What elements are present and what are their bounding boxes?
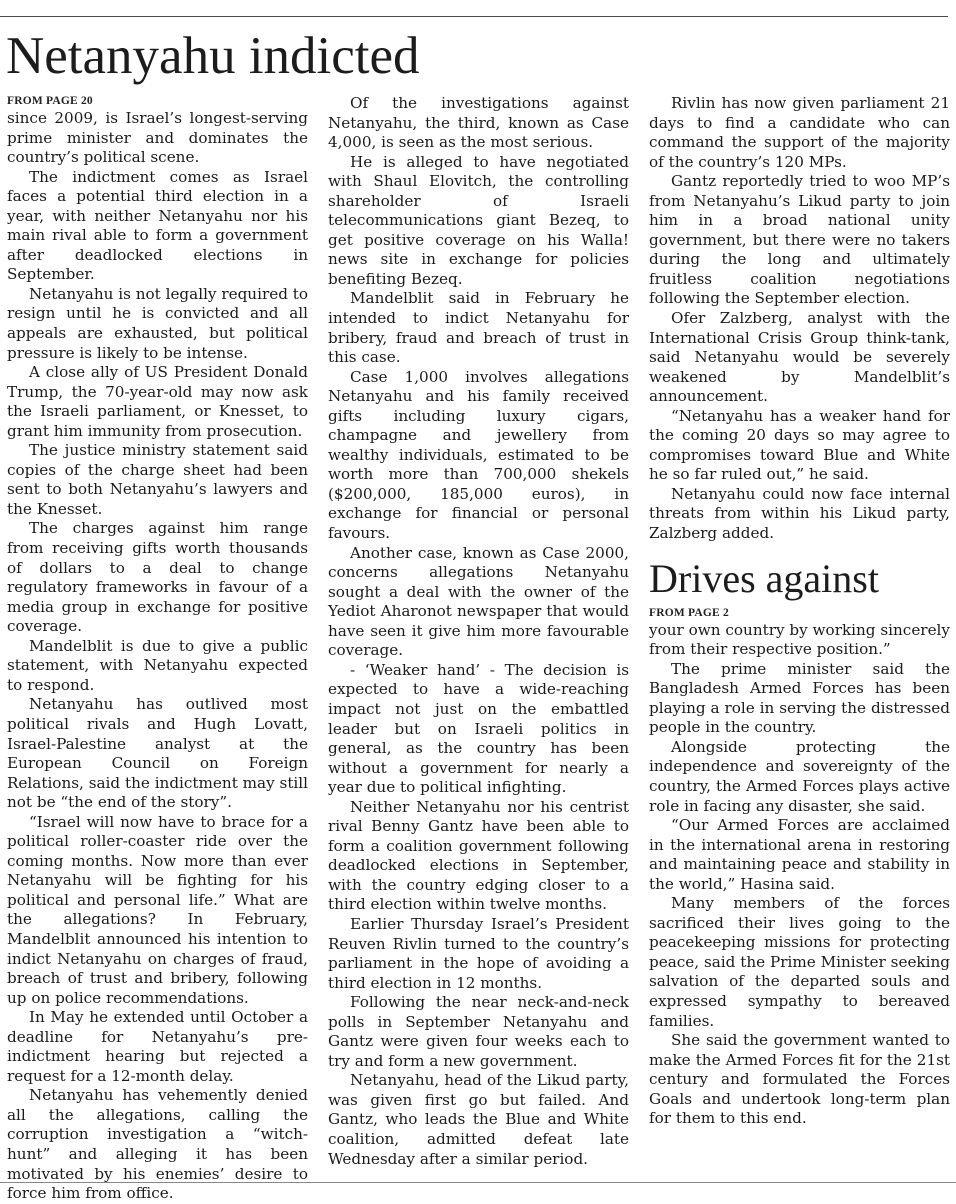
article1-paragraph: “Netanyahu has a weaker hand for the coming 20 days so may agree to compromises toward Blue and White he so far ruled out,” he said. [649,406,950,484]
article1-paragraph: Gantz reportedly tried to woo MP’s from Netanyahu’s Likud party to join him in a broad national unity government, but there were no takers during the long and ultimately fruitless coalition negotiations following the September election. [649,172,950,308]
article2-paragraph: your own country by working sincerely from their respective position.” [649,620,950,659]
article1-paragraph: Netanyahu has vehemently denied all the allegations, calling the corruption investigation a “witch-hunt” and alleging it has been motivated by his enemies’ desire to force him from office. [7,1086,308,1203]
dateline-from-page-20: FROM PAGE 20 [7,95,93,107]
article1-paragraph: The charges against him range from receiving gifts worth thousands of dollars to a deal to change regulatory frameworks in favour of a media group in exchange for positive coverage. [7,519,308,636]
article1-paragraph: Following the near neck-and-neck polls in September Netanyahu and Gantz were given four weeks each to try and form a new government. [328,993,629,1070]
article2-paragraph: Many members of the forces sacrificed their lives going to the peacekeeping missions for protecting peace, said the Prime Minister seeking salvation of the departed souls and expressed sympathy to bereaved families. [649,894,950,1030]
article1-column-2 [328,94,629,1169]
headline-drives-against: Drives against [649,555,879,601]
article1-paragraph: Rivlin has now given parliament 21 days to find a candidate who can command the support of the majority of the country’s 120 MPs. [649,94,950,171]
bottom-rule [0,1182,956,1183]
article1-paragraph: since 2009, is Israel’s longest-serving prime minister and dominates the country’s political scene. [7,109,308,167]
top-rule [0,16,948,17]
article1-paragraph: Neither Netanyahu nor his centrist rival Benny Gantz have been able to form a coalition government following deadlocked elections in September, with the country edging closer to a third election within twelve months. [328,797,629,914]
article2-paragraph: “Our Armed Forces are acclaimed in the international arena in restoring and maintaining peace and stability in the world,” Hasina said. [649,816,950,893]
article2-paragraph: She said the government wanted to make the Armed Forces fit for the 21st century and formulated the Forces Goals and undertook long-term plan for them to this end. [649,1031,950,1128]
article2-paragraph: The prime minister said the Bangladesh Armed Forces has been playing a role in serving the distressed people in the country. [649,659,950,737]
column-3 [649,94,950,1129]
article1-paragraph: The indictment comes as Israel faces a potential third election in a year, with neither Netanyahu nor his main rival able to form a government after deadlocked elections in September. [7,167,308,284]
article1-paragraph: Case 1,000 involves allegations Netanyahu and his family received gifts including luxury cigars, champagne and jewellery from wealthy individuals, estimated to be worth more than 700,000 shekels ($200,000, 185,000 euros), in exchange for financial or personal favours. [328,367,629,543]
dateline-from-page-2: FROM PAGE 2 [649,606,729,619]
article1-paragraph: Netanyahu has outlived most political rivals and Hugh Lovatt, Israel-Palestine analyst at the European Council on Foreign Relations, said the indictment may still not be “the end of the story”. [7,695,308,812]
article1-paragraph: Netanyahu is not legally required to resign until he is convicted and all appeals are exhausted, but political pressure is likely to be intense. [7,284,308,362]
article1-paragraph: Netanyahu, head of the Likud party, was given first go but failed. And Gantz, who leads the Blue and White coalition, admitted defeat late Wednesday after a similar period. [328,1071,629,1168]
article1-column-1 [7,94,308,1204]
article1-paragraph: In May he extended until October a deadline for Netanyahu’s pre-indictment hearing but rejected a request for a 12-month delay. [7,1008,308,1085]
article1-paragraph: Of the investigations against Netanyahu, the third, known as Case 4,000, is seen as the most serious. [328,94,629,152]
article1-paragraph: Another case, known as Case 2000, concerns allegations Netanyahu sought a deal with the owner of the Yediot Aharonot newspaper that would have seen it give him more favourable coverage. [328,543,629,660]
article1-paragraph: Earlier Thursday Israel’s President Reuven Rivlin turned to the country’s parliament in the hope of avoiding a third election in 12 months. [328,914,629,992]
article1-paragraph: Mandelblit said in February he intended to indict Netanyahu for bribery, fraud and breach of trust in this case. [328,289,629,367]
article1-paragraph: - ‘Weaker hand’ - The decision is expected to have a wide-reaching impact not just on the embattled leader but on Israeli politics in general, as the country has been without a government for nearly a year due to political infighting. [328,660,629,797]
article1-paragraph: The justice ministry statement said copies of the charge sheet had been sent to both Netanyahu’s lawyers and the Knesset. [7,441,308,518]
article1-paragraph: He is alleged to have negotiated with Shaul Elovitch, the controlling shareholder of Israeli telecommunications giant Bezeq, to get positive coverage on his Walla! news site in exchange for policies benefiting Bezeq. [328,152,629,288]
article2-paragraph: Alongside protecting the independence and sovereignty of the country, the Armed Forces plays active role in facing any disaster, she said. [649,737,950,815]
article1-paragraph: Mandelblit is due to give a public statement, with Netanyahu expected to respond. [7,636,308,694]
article1-paragraph: Netanyahu could now face internal threats from within his Likud party, Zalzberg added. [649,484,950,543]
article1-paragraph: A close ally of US President Donald Trump, the 70-year-old may now ask the Israeli parliament, or Knesset, to grant him immunity from prosecution. [7,363,308,440]
headline-netanyahu-indicted: Netanyahu indicted [6,27,420,85]
article1-paragraph: Ofer Zalzberg, analyst with the International Crisis Group think-tank, said Netanyahu would be severely weakened by Mandelblit’s announcement. [649,309,950,406]
article1-paragraph: “Israel will now have to brace for a political roller-coaster ride over the coming months. Now more than ever Netanyahu will be fighting for his political and personal life.” What are the allegations? In February, Mandelblit announced his intention to indict Netanyahu on charges of fraud, breach of trust and bribery, following up on police recommendations. [7,812,308,1007]
